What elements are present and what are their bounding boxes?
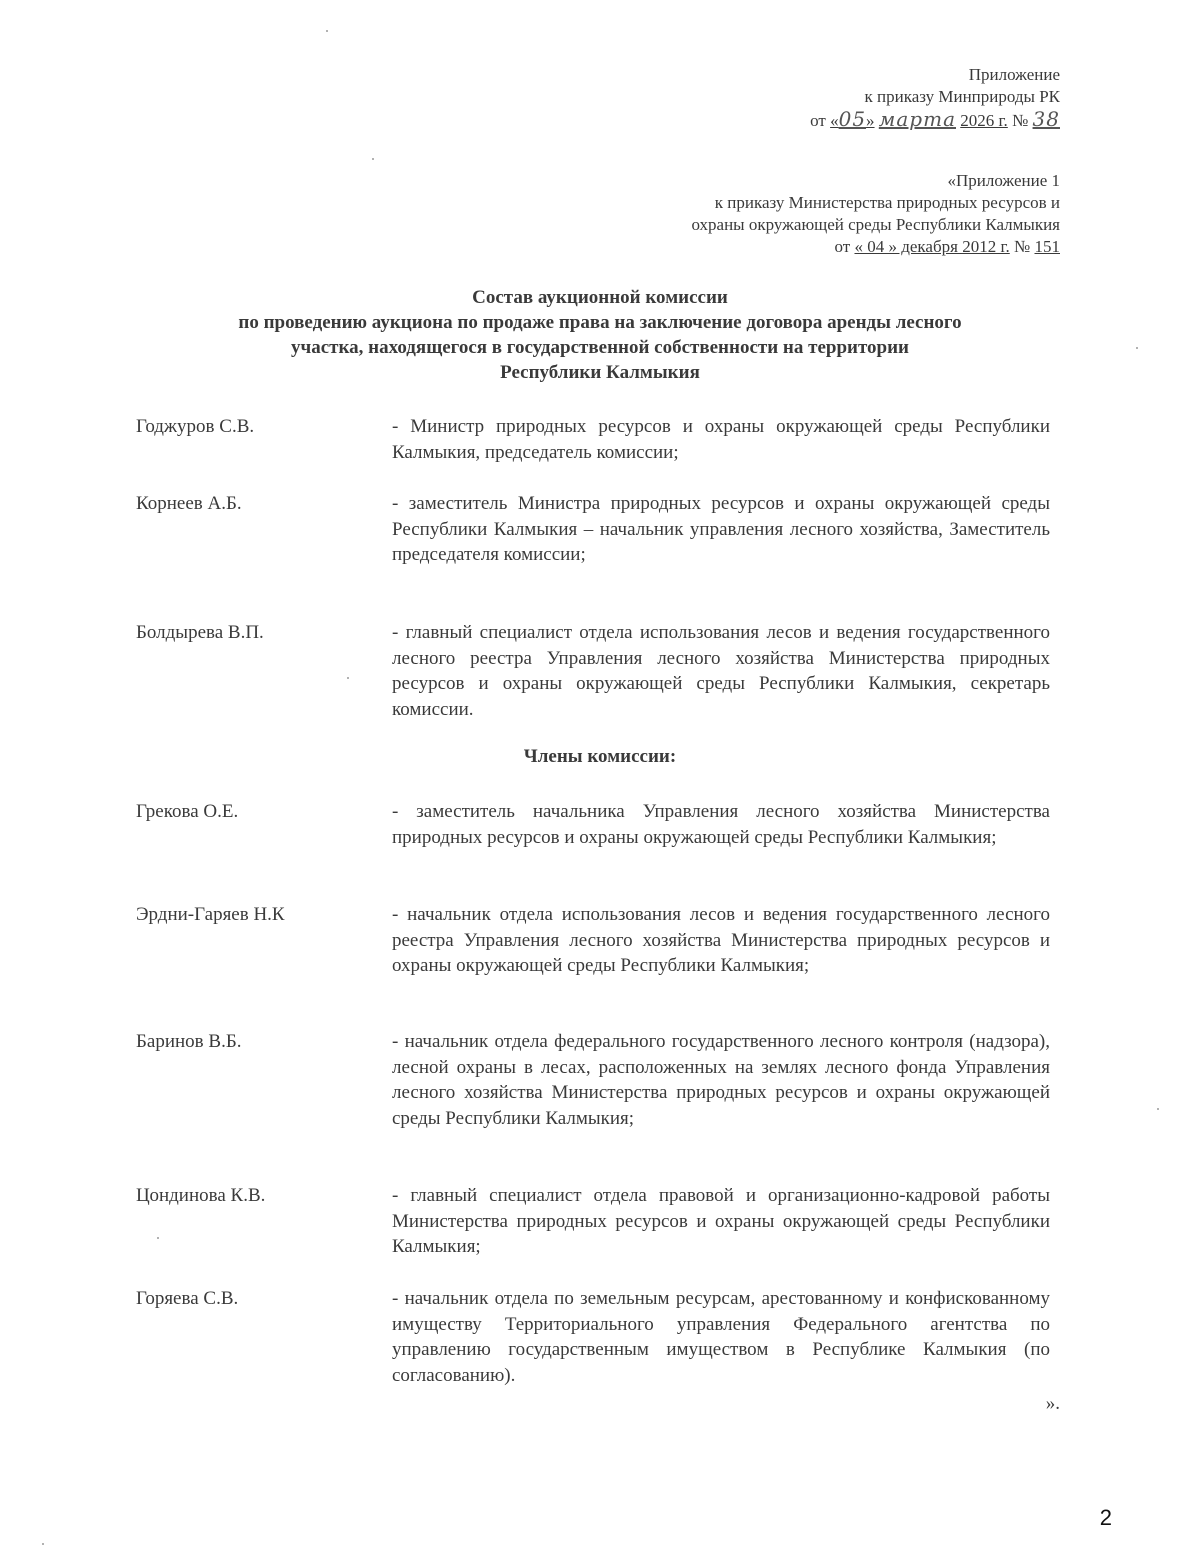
handwritten-month: марта [878,107,956,131]
date-quote-open: « [830,111,839,130]
member-name: Годжуров С.В. [136,416,255,437]
order-reference: к приказу Минприроды РК [864,87,1060,106]
commission-member [136,799,1050,850]
appendix-label: Приложение [968,65,1060,84]
title-line: Республики Калмыкия [500,362,700,383]
scan-speck [1136,347,1138,349]
original-order-number: 151 [1034,237,1060,256]
number-prefix: № [1012,111,1029,130]
member-name: Грекова О.Е. [136,801,239,822]
date-quote-close: » [866,111,875,130]
original-appendix-label: «Приложение 1 [947,171,1060,190]
page-number: 2 [1099,1505,1112,1530]
member-name: Эрдни-Гаряев Н.К [136,904,285,925]
commission-member [136,902,1050,979]
member-role: - Министр природных ресурсов и охраны окружающей среды Республики Калмыкия, председатель комиссии; [392,416,1050,463]
scan-speck [1157,1108,1159,1110]
title-line: Состав аукционной комиссии [472,287,728,308]
member-role: - заместитель Министра природных ресурсов и охраны окружающей среды Республики Калмыкия – начальник управления лесного хозяйства, Заместитель председателя комиссии; [392,493,1050,566]
member-name: Болдырева В.П. [136,622,264,643]
member-role: - начальник отдела по земельным ресурсам, арестованному и конфискованному имуществу Территориального управления Федерального агентства по управлению государственным имуществом в Республике Калмыкия (по согласованию). [392,1288,1050,1387]
member-role: - начальник отдела федерального государственного лесного контроля (надзора), лесной охраны в лесах, расположенных на землях лесного фонда Управления лесного хозяйства Министерства природных ресурсов и охраны окружающей среды Республики Калмыкия; [392,1031,1050,1130]
member-role: - заместитель начальника Управления лесного хозяйства Министерства природных ресурсов и охраны окружающей среды Республики Калмыкия; [392,801,1050,848]
member-role: - главный специалист отдела использования лесов и ведения государственного лесного реестра Управления лесного хозяйства Министерства природных ресурсов и охраны окружающей среды Республики Калмыкия, секретарь комиссии. [392,622,1050,721]
scan-speck [372,158,374,160]
original-order-date: « 04 » декабря 2012 г. [854,237,1010,256]
closing-quote: ». [1045,1393,1060,1414]
member-name: Горяева С.В. [136,1288,239,1309]
scan-speck [326,30,328,32]
original-date-prefix: от [834,237,855,256]
title-line: по проведению аукциона по продаже права на заключение договора аренды лесного [238,312,962,333]
original-order-reference-2: охраны окружающей среды Республики Калмыкия [691,215,1060,234]
original-order-reference-1: к приказу Министерства природных ресурсов и [714,193,1060,212]
commission-member [136,1286,1050,1389]
member-name: Корнеев А.Б. [136,493,242,514]
commission-member [136,1029,1050,1132]
member-name: Цондинова К.В. [136,1185,266,1206]
date-prefix: от [810,111,831,130]
appendix-header [810,64,1060,132]
order-year: 2026 г. [960,111,1008,130]
handwritten-number: 38 [1032,107,1060,131]
original-number-prefix: № [1009,237,1035,256]
title-line: участка, находящегося в государственной собственности на территории [290,337,910,358]
commission-entry-deputy-chair [136,491,1050,568]
member-role: - главный специалист отдела правовой и организационно-кадровой работы Министерства природных ресурсов и охраны окружающей среды Республики Калмыкия; [392,1185,1050,1258]
commission-member [136,1183,1050,1260]
document-title [150,285,1050,385]
member-role: - начальник отдела использования лесов и ведения государственного лесного реестра Управления лесного хозяйства Министерства природных ресурсов и охраны окружающей среды Республики Калмыкия; [392,904,1050,977]
handwritten-day: 05 [838,107,867,131]
original-appendix-header [691,170,1060,258]
members-heading: Члены комиссии: [523,746,677,767]
order-date-line [810,108,1060,132]
original-order-date-line [691,236,1060,258]
commission-entry-secretary [136,620,1050,723]
scan-speck [42,1543,44,1545]
member-name: Баринов В.Б. [136,1031,242,1052]
commission-entry-chair [136,414,1050,465]
